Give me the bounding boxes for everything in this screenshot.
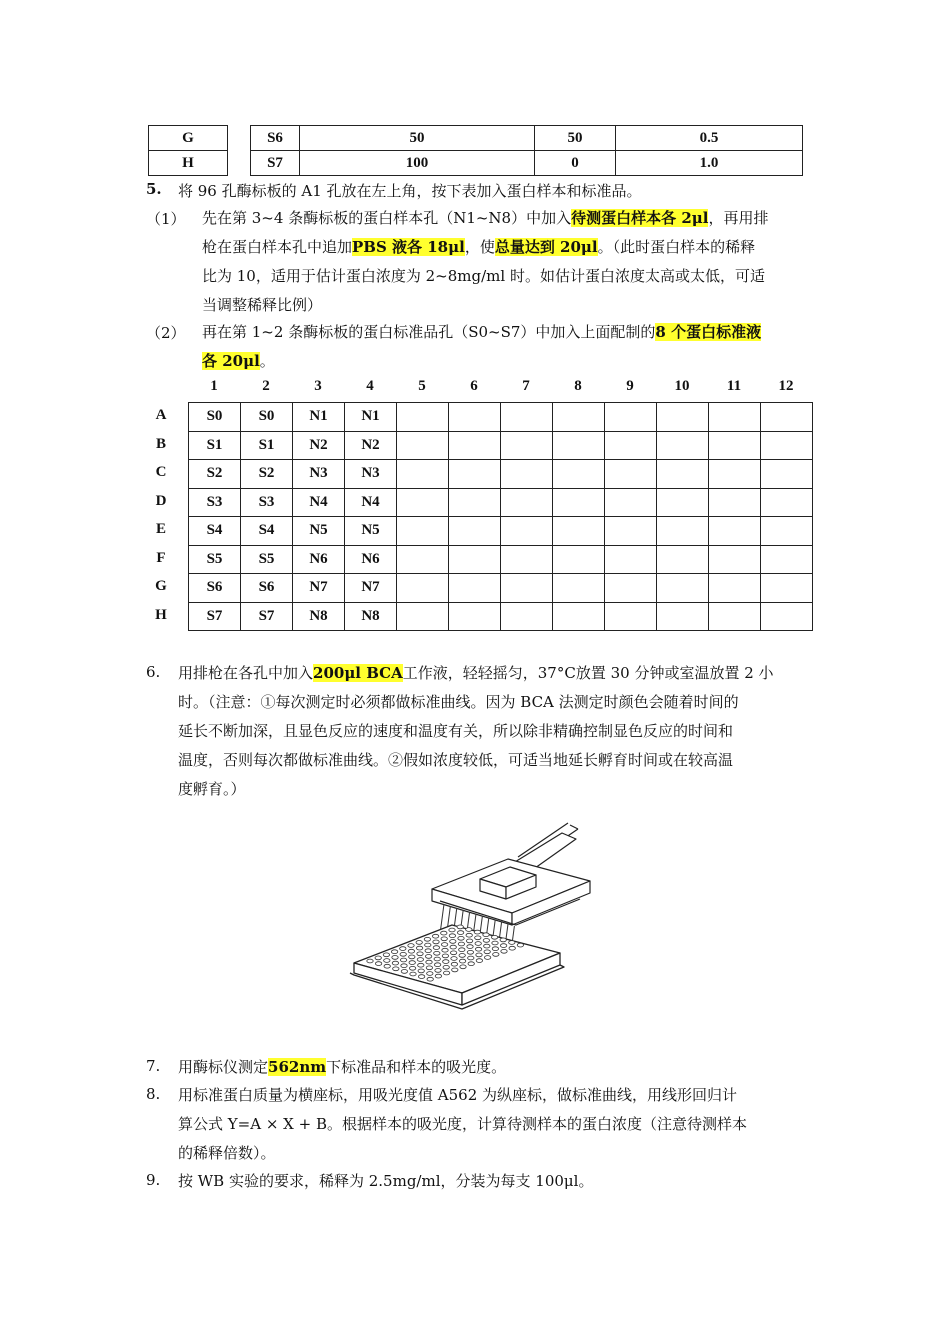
text-line: 度孵育。） bbox=[178, 780, 246, 798]
plate-well bbox=[553, 574, 605, 603]
well bbox=[384, 964, 390, 968]
well bbox=[435, 974, 441, 978]
well bbox=[501, 949, 507, 953]
plate-row bbox=[189, 488, 813, 517]
well bbox=[443, 960, 449, 964]
well bbox=[409, 955, 415, 959]
step-8-text bbox=[178, 1085, 818, 1165]
well bbox=[427, 972, 433, 976]
plate-well bbox=[709, 517, 761, 546]
well bbox=[442, 948, 448, 952]
plate-well: S5 bbox=[189, 545, 241, 574]
plate-well: S0 bbox=[189, 403, 241, 432]
plate-column-header: 5 bbox=[418, 378, 426, 394]
well bbox=[427, 977, 433, 981]
text-run: 。（此时蛋白样本的稀释 bbox=[597, 238, 756, 256]
plate-well bbox=[553, 545, 605, 574]
plate-well: N2 bbox=[293, 431, 345, 460]
plate-column-header: 3 bbox=[314, 378, 322, 394]
plate-well bbox=[605, 460, 657, 489]
plate-well bbox=[397, 460, 449, 489]
plate-column-header: 6 bbox=[470, 378, 478, 394]
well bbox=[491, 935, 497, 939]
pipette-plate-illustration bbox=[340, 815, 610, 1020]
well bbox=[475, 947, 481, 951]
step-5-text: 将 96 孔酶标板的 A1 孔放在左上角，按下表加入蛋白样本和标准品。 bbox=[178, 182, 642, 200]
text-run: ，再用排 bbox=[708, 209, 769, 227]
step-9-number: 9. bbox=[146, 1171, 161, 1189]
well bbox=[509, 941, 515, 945]
text-run: 枪在蛋白样本孔中追加 bbox=[202, 238, 353, 256]
table-cell: 50 bbox=[535, 126, 616, 151]
text-run: ，使 bbox=[464, 238, 495, 256]
plate-row-label: H bbox=[155, 606, 167, 623]
well bbox=[467, 950, 473, 954]
plate-well bbox=[397, 574, 449, 603]
substep-2-text bbox=[202, 322, 822, 372]
well bbox=[424, 937, 430, 941]
plate-well: S3 bbox=[189, 488, 241, 517]
plate-well bbox=[709, 431, 761, 460]
well bbox=[383, 953, 389, 957]
well bbox=[443, 965, 449, 969]
well bbox=[460, 965, 466, 969]
well bbox=[433, 940, 439, 944]
text-run: 工作液，轻轻摇匀，37°C放置 30 分钟或室温放置 2 小 bbox=[402, 664, 774, 682]
well bbox=[483, 933, 489, 937]
plate-well bbox=[449, 602, 501, 631]
plate-row-label: E bbox=[155, 521, 166, 537]
table-cell: 50 bbox=[300, 126, 535, 151]
plate-row-label: C bbox=[155, 464, 167, 480]
plate-well bbox=[397, 545, 449, 574]
plate-well bbox=[501, 602, 553, 631]
step-6-number: 6. bbox=[146, 663, 161, 681]
well bbox=[375, 956, 381, 960]
plate-well bbox=[501, 574, 553, 603]
plate-well bbox=[553, 403, 605, 432]
well bbox=[432, 934, 438, 938]
well bbox=[392, 956, 398, 960]
plate-well bbox=[501, 545, 553, 574]
plate-well bbox=[761, 488, 813, 517]
plate-well bbox=[605, 602, 657, 631]
highlight-pbs-volume: PBS 液各 18μl bbox=[352, 238, 465, 256]
plate-well: N4 bbox=[293, 488, 345, 517]
plate-well: N3 bbox=[345, 460, 397, 489]
plate-layout bbox=[188, 402, 813, 631]
well bbox=[393, 967, 399, 971]
plate-well: N5 bbox=[293, 517, 345, 546]
well bbox=[425, 943, 431, 947]
well bbox=[409, 961, 415, 965]
plate-well bbox=[657, 403, 709, 432]
well bbox=[401, 964, 407, 968]
plate-well bbox=[553, 460, 605, 489]
highlight-sample-volume: 待测蛋白样本各 2μl bbox=[571, 209, 709, 227]
plate-well bbox=[605, 574, 657, 603]
plate-column-header: 9 bbox=[626, 378, 634, 394]
well bbox=[452, 968, 458, 972]
plate-well bbox=[449, 488, 501, 517]
plate-well: N5 bbox=[345, 517, 397, 546]
well bbox=[484, 950, 490, 954]
highlight-wavelength: 562nm bbox=[268, 1058, 327, 1076]
text-run: 再在第 1~2 条酶标板的蛋白标准品孔（S0~S7）中加入上面配制的 bbox=[202, 323, 656, 341]
well bbox=[392, 961, 398, 965]
plate-well: S1 bbox=[241, 431, 293, 460]
plate-well: S4 bbox=[189, 517, 241, 546]
plate-well: N6 bbox=[293, 545, 345, 574]
well bbox=[468, 956, 474, 960]
text-line: 时。（注意：①每次测定时必须都做标准曲线。因为 BCA 法测定时颜色会随着时间的 bbox=[178, 693, 739, 711]
text-run: 用酶标仪测定 bbox=[178, 1058, 269, 1076]
plate-well bbox=[397, 517, 449, 546]
well bbox=[435, 969, 441, 973]
well bbox=[426, 960, 432, 964]
text-line: 延长不断加深，且显色反应的速度和温度有关，所以除非精确控制显色反应的时间和 bbox=[178, 722, 734, 740]
well bbox=[493, 953, 499, 957]
plate-column-header: 10 bbox=[674, 378, 690, 394]
well bbox=[441, 943, 447, 947]
well bbox=[400, 952, 406, 956]
plate-well bbox=[709, 460, 761, 489]
table-cell: 100 bbox=[300, 151, 535, 176]
plate-well bbox=[761, 460, 813, 489]
plate-well: N4 bbox=[345, 488, 397, 517]
well bbox=[484, 944, 490, 948]
plate-well bbox=[501, 517, 553, 546]
plate-column-header: 4 bbox=[366, 378, 374, 394]
plate-well bbox=[449, 517, 501, 546]
text-run: 。 bbox=[259, 352, 275, 370]
standard-id: S6 bbox=[251, 126, 300, 151]
well bbox=[391, 950, 397, 954]
plate-well: S7 bbox=[189, 602, 241, 631]
plate-well bbox=[501, 460, 553, 489]
text-line: 算公式 Y=A × X + B。根据样本的吸光度，计算待测样本的蛋白浓度（注意待测样本 bbox=[178, 1115, 747, 1133]
plate-well bbox=[709, 602, 761, 631]
plate-well: N2 bbox=[345, 431, 397, 460]
plate-well bbox=[449, 403, 501, 432]
plate-well: S2 bbox=[241, 460, 293, 489]
plate-well: S0 bbox=[241, 403, 293, 432]
well bbox=[367, 959, 373, 963]
plate-row-label: D bbox=[155, 492, 167, 509]
table-cell: 0 bbox=[535, 151, 616, 176]
plate-well bbox=[501, 488, 553, 517]
plate-row bbox=[189, 602, 813, 631]
well bbox=[426, 966, 432, 970]
table-cell: 0.5 bbox=[616, 126, 803, 151]
plate-well bbox=[501, 403, 553, 432]
plate-well bbox=[449, 431, 501, 460]
well bbox=[375, 962, 381, 966]
well bbox=[475, 942, 481, 946]
standard-id: S7 bbox=[251, 151, 300, 176]
plate-well: N6 bbox=[345, 545, 397, 574]
well bbox=[500, 944, 506, 948]
plate-column-header: 2 bbox=[262, 378, 270, 394]
well bbox=[468, 962, 474, 966]
plate-well: S7 bbox=[241, 602, 293, 631]
well bbox=[451, 962, 457, 966]
plate-well bbox=[553, 517, 605, 546]
text-run: 用排枪在各孔中加入 bbox=[178, 664, 314, 682]
plate-row-label: G bbox=[155, 578, 167, 594]
plate-well bbox=[605, 545, 657, 574]
well bbox=[418, 969, 424, 973]
plate-well: N7 bbox=[293, 574, 345, 603]
highlight-bca-volume: 200μl BCA bbox=[313, 664, 403, 682]
well bbox=[418, 975, 424, 979]
plate-row-label: F bbox=[156, 549, 166, 566]
well bbox=[449, 928, 455, 932]
plate-well bbox=[605, 488, 657, 517]
text-line: 温度，否则每次都做标准曲线。②假如浓度较低，可适当地延长孵育时间或在较高温 bbox=[178, 751, 734, 769]
well bbox=[417, 952, 423, 956]
row-label: G bbox=[149, 126, 228, 151]
plate-well bbox=[397, 602, 449, 631]
plate-row bbox=[189, 403, 813, 432]
well bbox=[425, 955, 431, 959]
plate-well: S1 bbox=[189, 431, 241, 460]
well bbox=[492, 947, 498, 951]
plate-well: S4 bbox=[241, 517, 293, 546]
well bbox=[409, 966, 415, 970]
well bbox=[418, 963, 424, 967]
well bbox=[400, 947, 406, 951]
step-6-text bbox=[178, 663, 818, 803]
well bbox=[416, 941, 422, 945]
plate-well bbox=[657, 517, 709, 546]
well bbox=[449, 934, 455, 938]
plate-well: S6 bbox=[241, 574, 293, 603]
plate-well bbox=[761, 517, 813, 546]
well bbox=[425, 949, 431, 953]
well bbox=[450, 940, 456, 944]
well bbox=[416, 946, 422, 950]
table-row bbox=[149, 151, 803, 176]
well bbox=[483, 939, 489, 943]
well bbox=[500, 938, 506, 942]
highlight-standard-volume: 各 20μl bbox=[202, 352, 260, 370]
text-line: 当调整稀释比例） bbox=[202, 296, 323, 314]
plate-well bbox=[605, 431, 657, 460]
well bbox=[475, 936, 481, 940]
well bbox=[458, 942, 464, 946]
plate-well bbox=[553, 602, 605, 631]
plate-well: N1 bbox=[293, 403, 345, 432]
plate-well: S2 bbox=[189, 460, 241, 489]
substep-2-marker: （2） bbox=[146, 324, 186, 342]
well bbox=[434, 957, 440, 961]
well bbox=[417, 958, 423, 962]
well bbox=[410, 972, 416, 976]
plate-well bbox=[761, 431, 813, 460]
plate-column-header: 7 bbox=[522, 378, 530, 394]
plate-row bbox=[189, 460, 813, 489]
plate-well bbox=[709, 545, 761, 574]
plate-column-header: 11 bbox=[726, 378, 742, 394]
text-run: 先在第 3~4 条酶标板的蛋白样本孔（N1~N8）中加入 bbox=[202, 209, 572, 227]
plate-well: S5 bbox=[241, 545, 293, 574]
well bbox=[443, 971, 449, 975]
step-9-text: 按 WB 实验的要求，稀释为 2.5mg/ml，分装为每支 100μl。 bbox=[178, 1172, 594, 1190]
plate-well bbox=[761, 602, 813, 631]
well bbox=[517, 943, 523, 947]
plate-well bbox=[657, 602, 709, 631]
plate-well bbox=[709, 574, 761, 603]
plate-well bbox=[761, 403, 813, 432]
well bbox=[458, 936, 464, 940]
plate-well bbox=[397, 403, 449, 432]
highlight-total-volume: 总量达到 20μl bbox=[494, 238, 598, 256]
plate-well bbox=[709, 488, 761, 517]
well bbox=[457, 931, 463, 935]
step-8-number: 8. bbox=[146, 1085, 161, 1103]
well bbox=[484, 956, 490, 960]
plate-well bbox=[657, 574, 709, 603]
plate-row bbox=[189, 517, 813, 546]
well bbox=[434, 963, 440, 967]
substep-1-marker: （1） bbox=[146, 210, 186, 228]
plate-well bbox=[605, 403, 657, 432]
well bbox=[459, 954, 465, 958]
plate-well bbox=[657, 431, 709, 460]
plate-well: N7 bbox=[345, 574, 397, 603]
plate-column-header: 8 bbox=[574, 378, 582, 394]
plate-well bbox=[553, 431, 605, 460]
plate-well bbox=[397, 488, 449, 517]
step-5-number: 5. bbox=[146, 180, 162, 198]
text-line: 的稀释倍数）。 bbox=[178, 1144, 276, 1162]
well bbox=[459, 948, 465, 952]
top-table bbox=[148, 125, 803, 176]
well bbox=[509, 946, 515, 950]
plate-row bbox=[189, 545, 813, 574]
plate-row bbox=[189, 574, 813, 603]
plate-column-header: 12 bbox=[778, 378, 794, 394]
well bbox=[400, 958, 406, 962]
plate-well bbox=[761, 574, 813, 603]
well bbox=[450, 951, 456, 955]
well bbox=[451, 957, 457, 961]
well bbox=[408, 949, 414, 953]
well bbox=[467, 945, 473, 949]
well bbox=[492, 941, 498, 945]
plate-well bbox=[553, 488, 605, 517]
plate-well bbox=[501, 431, 553, 460]
plate-well bbox=[761, 545, 813, 574]
text-line: 比为 10，适用于估计蛋白浓度为 2~8mg/ml 时。如估计蛋白浓度太高或太低，可适 bbox=[202, 267, 765, 285]
well bbox=[474, 930, 480, 934]
table-cell: 1.0 bbox=[616, 151, 803, 176]
well bbox=[442, 954, 448, 958]
plate-well bbox=[449, 545, 501, 574]
top-table-grid bbox=[148, 125, 803, 176]
plate-row-label: A bbox=[155, 407, 167, 423]
well bbox=[401, 970, 407, 974]
well bbox=[476, 953, 482, 957]
substep-1-text bbox=[202, 208, 822, 318]
step-7-text bbox=[178, 1057, 506, 1077]
well bbox=[457, 925, 463, 929]
plate-well: S3 bbox=[241, 488, 293, 517]
plate-well bbox=[449, 574, 501, 603]
plate-row bbox=[189, 431, 813, 460]
plate-well bbox=[397, 431, 449, 460]
well bbox=[408, 944, 414, 948]
text-line: 用标准蛋白质量为横座标，用吸光度值 A562 为纵座标，做标准曲线，用线形回归计 bbox=[178, 1086, 738, 1104]
well bbox=[441, 931, 447, 935]
plate-well bbox=[657, 460, 709, 489]
well bbox=[384, 959, 390, 963]
plate-grid bbox=[188, 402, 813, 631]
plate-column-header: 1 bbox=[210, 378, 218, 394]
well bbox=[476, 959, 482, 963]
plate-well bbox=[657, 545, 709, 574]
plate-row-label: B bbox=[155, 435, 166, 452]
well-plate bbox=[350, 925, 564, 1009]
well bbox=[466, 933, 472, 937]
table-row bbox=[149, 126, 803, 151]
plate-well bbox=[657, 488, 709, 517]
well bbox=[466, 928, 472, 932]
well bbox=[433, 946, 439, 950]
plate-well bbox=[605, 517, 657, 546]
plate-well: N3 bbox=[293, 460, 345, 489]
plate-well bbox=[449, 460, 501, 489]
well bbox=[434, 951, 440, 955]
well bbox=[450, 945, 456, 949]
plate-well: N8 bbox=[293, 602, 345, 631]
plate-well: N8 bbox=[345, 602, 397, 631]
plate-well: N1 bbox=[345, 403, 397, 432]
well bbox=[441, 937, 447, 941]
highlight-standard-solutions: 8 个蛋白标准液 bbox=[655, 323, 762, 341]
plate-well bbox=[709, 403, 761, 432]
well bbox=[466, 939, 472, 943]
row-label: H bbox=[149, 151, 228, 176]
step-7-number: 7. bbox=[146, 1057, 161, 1075]
text-run: 下标准品和样本的吸光度。 bbox=[326, 1058, 507, 1076]
plate-well: S6 bbox=[189, 574, 241, 603]
well bbox=[459, 959, 465, 963]
